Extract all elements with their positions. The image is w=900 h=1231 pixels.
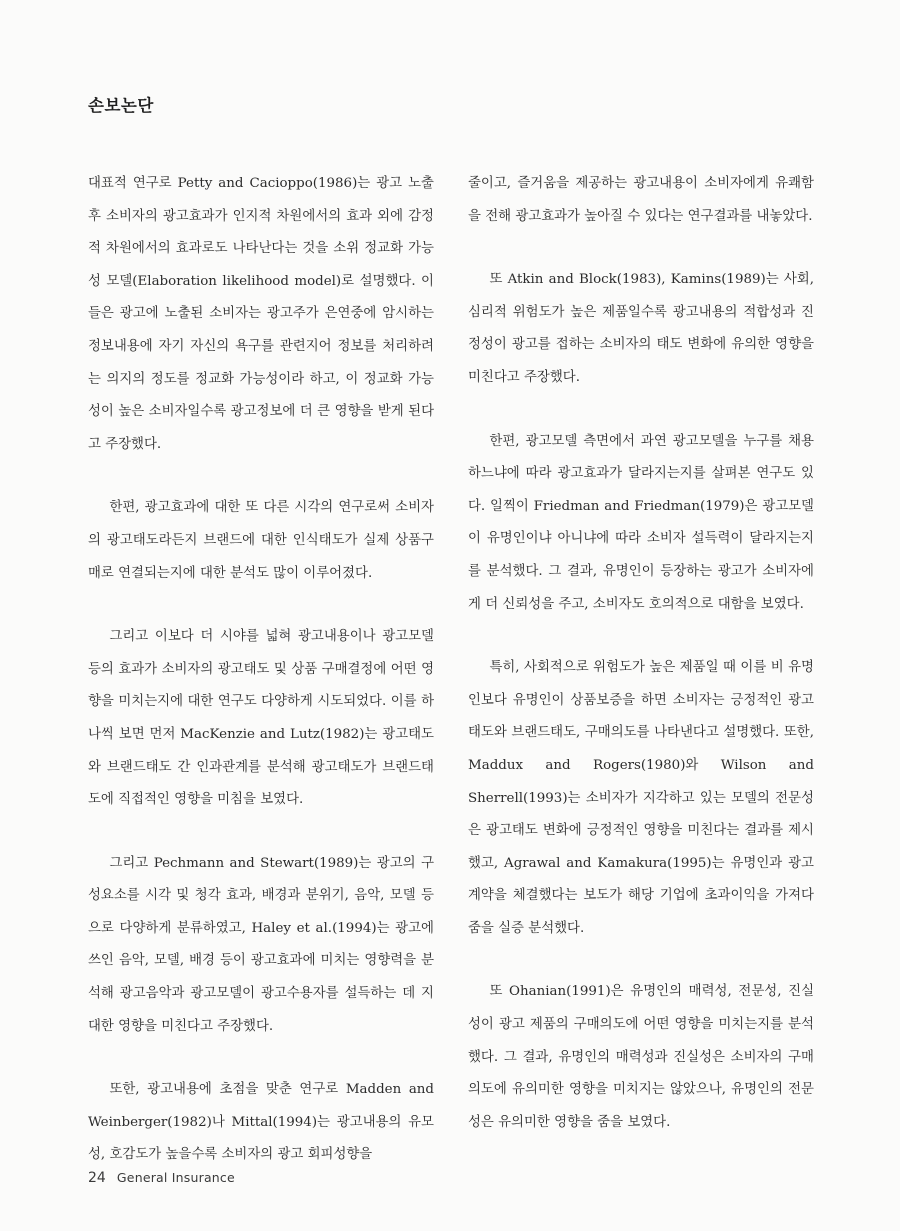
- paragraph: 또한, 광고내용에 초점을 맞춘 연구로 Madden and Weinberger(1982)나 Mittal(1994)는 광고내용의 유모성, 호감도가 높을수록 소비자의 광고 회피성향을: [88, 1082, 434, 1163]
- paragraph: 줄이고, 즐거움을 제공하는 광고내용이 소비자에게 유쾌함을 전해 광고효과가 높아질 수 있다는 연구결과를 내놓았다.: [468, 176, 814, 224]
- paragraph: 한편, 광고효과에 대한 또 다른 시각의 연구로써 소비자의 광고태도라든지 브랜드에 대한 인식태도가 실제 상품구매로 연결되는지에 대한 분석도 많이 이루어졌다.: [88, 500, 434, 581]
- paragraph: 또 Ohanian(1991)은 유명인의 매력성, 전문성, 진실성이 광고 제품의 구매의도에 어떤 영향을 미치는지를 분석했다. 그 결과, 유명인의 매력성과 진실성은 소비자의 구매의도에 유의미한 영향을 미치지는 않았으나, 유명인의 전문성은 유의미한 영향을 줌을 보였다.: [468, 984, 814, 1130]
- paragraph: 또 Atkin and Block(1983), Kamins(1989)는 사회, 심리적 위험도가 높은 제품일수록 광고내용의 적합성과 진정성이 광고를 접하는 소비자의 태도 변화에 유의한 영향을 미친다고 주장했다.: [468, 272, 814, 385]
- page-number: 24: [88, 1170, 106, 1186]
- left-column: [88, 168, 434, 1172]
- paragraph: 그리고 이보다 더 시야를 넓혀 광고내용이나 광고모델 등의 효과가 소비자의 광고태도 및 상품 구매결정에 어떤 영향을 미치는지에 대한 연구도 다양하게 시도되었다. 이를 하나씩 보면 먼저 MacKenzie and Lutz(1982)는 광고태도와 브랜드태도 간 인과관계를 분석해 광고태도가 브랜드태도에 직접적인 영향을 미침을 보였다.: [88, 629, 434, 808]
- right-column: [468, 168, 814, 1139]
- paragraph: 특히, 사회적으로 위험도가 높은 제품일 때 이를 비 유명인보다 유명인이 상품보증을 하면 소비자는 긍정적인 광고태도와 브랜드태도, 구매의도를 나타낸다고 설명했다. 또한, Maddux and Rogers(1980)와 Wilson and Sherrell(1993)는 소비자가 지각하고 있는 모델의 전문성은 광고태도 변화에 긍정적인 영향을 미친다는 결과를 제시했고, Agrawal and Kamakura(1995)는 유명인과 광고계약을 체결했다는 보도가 해당 기업에 초과이익을 가져다줌을 실증 분석했다.: [468, 660, 814, 936]
- paragraph: 한편, 광고모델 측면에서 과연 광고모델을 누구를 채용하느냐에 따라 광고효과가 달라지는지를 살펴본 연구도 있다. 일찍이 Friedman and Friedman(1979)은 광고모델이 유명인이냐 아니냐에 따라 소비자 설득력이 달라지는지를 분석했다. 그 결과, 유명인이 등장하는 광고가 소비자에게 더 신뢰성을 주고, 소비자도 호의적으로 대함을 보였다.: [468, 433, 814, 612]
- page-footer: [88, 1167, 235, 1186]
- paragraph: 그리고 Pechmann and Stewart(1989)는 광고의 구성요소를 시각 및 청각 효과, 배경과 분위기, 음악, 모델 등으로 다양하게 분류하였고, Haley et al.(1994)는 광고에 쓰인 음악, 모델, 배경 등이 광고효과에 미치는 영향력을 분석해 광고음악과 광고모델이 광고수용자를 설득하는 데 지대한 영향을 미친다고 주장했다.: [88, 855, 434, 1034]
- paragraph: 대표적 연구로 Petty and Cacioppo(1986)는 광고 노출 후 소비자의 광고효과가 인지적 차원에서의 효과 외에 감정적 차원에서의 효과로도 나타난다는 것을 소위 정교화 가능성 모델(Elaboration likelihood model)로 설명했다. 이들은 광고에 노출된 소비자는 광고주가 은연중에 암시하는 정보내용에 자기 자신의 욕구를 관련지어 정보를 처리하려는 의지의 정도를 정교화 가능성이라 하고, 이 정교화 가능성이 높은 소비자일수록 광고정보에 더 큰 영향을 받게 된다고 주장했다.: [88, 176, 434, 452]
- section-title: 손보논단: [88, 96, 154, 115]
- publication-name: General Insurance: [116, 1170, 235, 1185]
